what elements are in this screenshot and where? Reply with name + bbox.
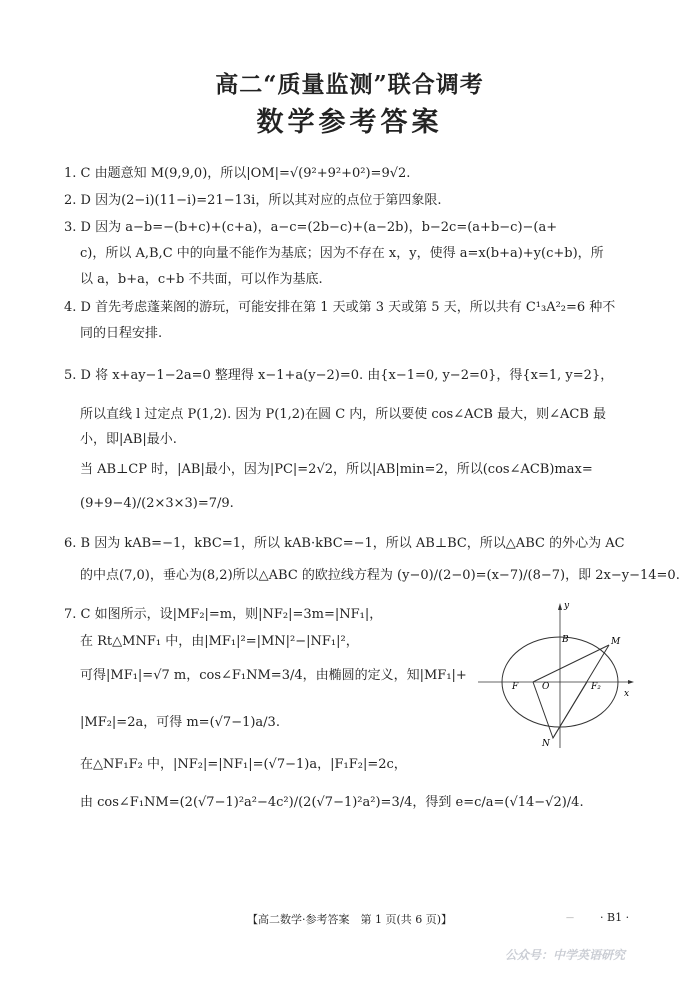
answer-7-line-6: 由 cos∠F₁NM=(2(√7−1)²a²−4c²)/(2(√7−1)²a²)=3/4，得到 e=c/a=(√14−√2)/4.	[80, 795, 584, 810]
answer-7-line-3: 可得|MF₁|=√7 m，cos∠F₁NM=3/4，由椭圆的定义，知|MF₁|+	[80, 668, 467, 683]
label-m: M	[611, 637, 621, 647]
label-x: x	[624, 689, 630, 699]
page-title: 高二“质量监测”联合调考	[215, 71, 484, 98]
answer-5-line-1: 5. D 将 x+ay−1−2a=0 整理得 x−1+a(y−2)=0. 由{x−1=0, y−2=0}，得{x=1, y=2}，	[64, 368, 614, 383]
label-b: B	[562, 635, 569, 645]
answer-6-line-2: 的中点(7,0)，垂心为(8,2)所以△ABC 的欧拉线方程为 (y−0)/(2−0)=(x−7)/(8−7)，即 2x−y−14=0.	[80, 568, 680, 583]
label-n: N	[542, 739, 550, 749]
answer-2: 2. D 因为(2−i)(11−i)=21−13i，所以其对应的点位于第四象限.	[64, 193, 442, 208]
answer-5-line-5: (9+9−4)/(2×3×3)=7/9.	[80, 496, 234, 511]
answer-7-line-2: 在 Rt△MNF₁ 中，由|MF₁|²=|MN|²−|NF₁|²，	[80, 634, 359, 649]
label-f: F	[512, 682, 519, 692]
ellipse-figure	[478, 600, 638, 750]
x-axis-arrow	[628, 680, 634, 684]
answer-3-line-2: c)，所以 A,B,C 中的向量不能作为基底；因为不存在 x，y，使得 a=x(b+a)+y(c+b)，所	[80, 246, 604, 261]
label-f2: F₂	[591, 682, 601, 692]
answer-7-line-5: 在△NF₁F₂ 中，|NF₂|=|NF₁|=(√7−1)a，|F₁F₂|=2c，	[80, 757, 407, 772]
label-o: O	[542, 682, 550, 692]
page-tag: · B1 ·	[600, 911, 630, 924]
answer-6-line-1: 6. B 因为 kAB=−1，kBC=1，所以 kAB·kBC=−1，所以 AB⊥BC，所以△ABC 的外心为 AC	[64, 536, 625, 551]
y-axis-arrow	[558, 603, 562, 610]
answer-1: 1. C 由题意知 M(9,9,0)，所以|OM|=√(9²+9²+0²)=9√2.	[64, 166, 411, 181]
label-y: y	[564, 601, 570, 611]
footer-text: 【高二数学·参考答案 第 1 页(共 6 页)】	[246, 913, 453, 926]
answer-3-line-1: 3. D 因为 a−b=−(b+c)+(c+a)，a−c=(2b−c)+(a−2b)，b−2c=(a+b−c)−(a+	[64, 220, 558, 235]
answer-5-line-2: 所以直线 l 过定点 P(1,2). 因为 P(1,2)在圆 C 内，所以要使 cos∠ACB 最大，则∠ACB 最	[80, 407, 607, 422]
watermark: 公众号：中学英语研究	[505, 948, 626, 962]
answer-7-line-4: |MF₂|=2a，可得 m=(√7−1)a/3.	[80, 715, 280, 730]
footer-dash: —	[566, 913, 574, 922]
answer-5-line-3: 小，即|AB|最小.	[80, 432, 177, 447]
segment-f2-n	[553, 682, 587, 738]
answer-4-line-1: 4. D 首先考虑蓬莱阁的游玩，可能安排在第 1 天或第 3 天或第 5 天，所以共有 C¹₃A²₂=6 种不	[64, 300, 616, 315]
answer-3-line-3: 以 a，b+a，c+b 不共面，可以作为基底.	[80, 272, 323, 287]
answer-4-line-2: 同的日程安排.	[80, 326, 163, 341]
answer-7-line-1: 7. C 如图所示，设|MF₂|=m，则|NF₂|=3m=|NF₁|，	[64, 607, 383, 622]
page-subtitle: 数学参考答案	[256, 107, 443, 138]
answer-5-line-4: 当 AB⊥CP 时，|AB|最小，因为|PC|=2√2，所以|AB|min=2，所以(cos∠ACB)max=	[80, 462, 593, 477]
